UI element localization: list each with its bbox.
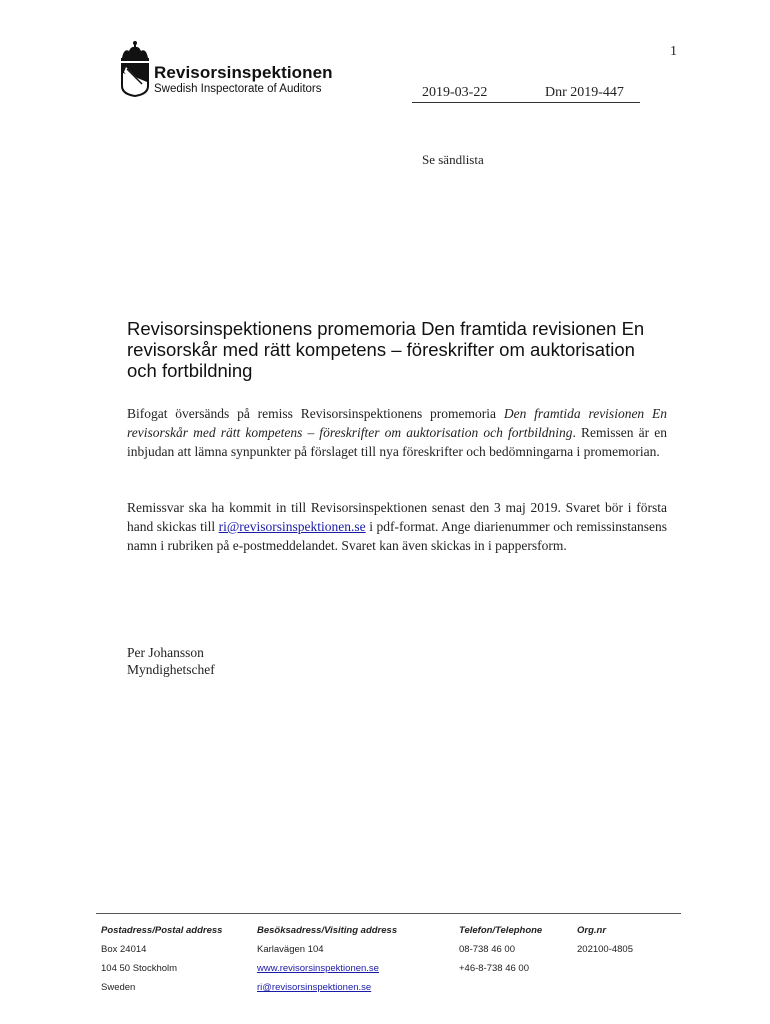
logo-name: Revisorsinspektionen [154, 63, 333, 82]
paragraph-text: . Remissen är en inbjudan att lämna synpunkter på förslaget till nya föreskrifter och bedömningarna i promemorian. [127, 425, 667, 459]
footer-line: Sweden [101, 982, 136, 993]
footer-divider [96, 913, 681, 914]
paragraph-text: Bifogat översänds på remiss Revisorsinspektionens promemoria [127, 406, 504, 421]
page-number: 1 [670, 44, 677, 59]
footer-heading: Postadress/Postal address [101, 925, 223, 936]
footer-heading: Telefon/Telephone [459, 925, 543, 936]
footer-line: 104 50 Stockholm [101, 963, 178, 974]
paragraph-text: i pdf-format. Ange diarienummer och remissinstansens namn i rubriken på e-postmeddelandet. Svaret kan även skickas in i pappersform. [127, 519, 667, 553]
footer-org-number [577, 921, 633, 959]
signature-name: Per Johansson [127, 645, 204, 660]
logo-subtitle: Swedish Inspectorate of Auditors [154, 83, 322, 95]
email-link[interactable]: ri@revisorsinspektionen.se [218, 519, 366, 534]
footer-line: Karlavägen 104 [257, 944, 324, 955]
footer-line: Box 24014 [101, 944, 147, 955]
footer-heading: Org.nr [577, 925, 607, 936]
memo-title-italic: Den framtida revisionen En revisorskår med rätt kompetens – föreskrifter om auktorisation och fortbildning [127, 406, 667, 440]
footer-postal-address [101, 921, 222, 997]
coat-of-arms-icon [118, 40, 152, 98]
website-link[interactable]: www.revisorsinspektionen.se [257, 963, 379, 974]
footer-line: 08-738 46 00 [459, 944, 515, 955]
header-divider [412, 102, 640, 103]
footer-visiting-address [257, 921, 397, 997]
document-date: 2019-03-22 [422, 85, 488, 100]
recipient-line: Se sändlista [422, 152, 484, 167]
body-paragraph-1 [127, 404, 667, 461]
body-paragraph-2 [127, 498, 667, 555]
footer-heading: Besöksadress/Visiting address [257, 925, 398, 936]
paragraph-text: Remissvar ska ha kommit in till Revisorsinspektionen senast den 3 maj 2019. Svaret bör i första hand skickas till [127, 500, 667, 534]
footer-line: 202100-4805 [577, 944, 633, 955]
agency-logo [118, 40, 348, 98]
footer-telephone [459, 921, 542, 978]
footer-email-link[interactable]: ri@revisorsinspektionen.se [257, 982, 372, 993]
footer-line: +46-8-738 46 00 [459, 963, 529, 974]
document-number: Dnr 2019-447 [545, 85, 624, 100]
signature-role: Myndighetschef [127, 662, 215, 677]
document-title: Revisorsinspektionens promemoria Den framtida revisionen En revisorskår med rätt kompetens – föreskrifter om auktorisation och fortbildning [127, 318, 645, 381]
